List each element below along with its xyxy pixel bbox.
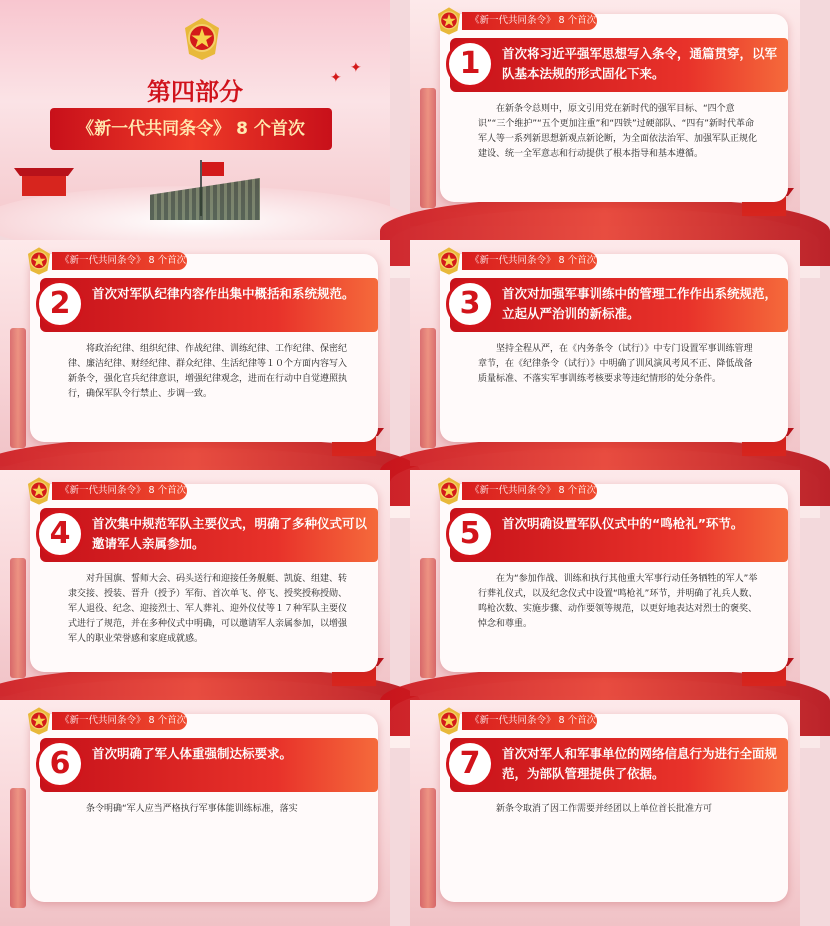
body-text: 在新条令总则中，原文引用党在新时代的强军目标、“四个意识”“三个维护”“五个更加注重”和“四铁”过硬部队、“四有”新时代革命军人等一系列新思想新观点新论断，为全面依法治军、加强军队正规化建设、统一全军意志和行动提供了根本指导和基本遵循。 [478, 104, 758, 159]
cover-title: 《新一代共同条令》 8 个首次 [50, 108, 332, 150]
troops-illustration [150, 178, 260, 220]
body-text: 将政治纪律、组织纪律、作战纪律、训练纪律、工作纪律、保密纪律、廉洁纪律、财经纪律、群众纪律、生活纪律等１０个方面内容写入新条令，强化官兵纪律意识，增强纪律观念，进而在行动中自觉遵照执行，确保军队令行禁止、步调一致。 [68, 344, 348, 399]
red-flag-icon [202, 162, 224, 176]
section-tag: 《新一代共同条令》 8 个首次 [52, 482, 187, 500]
item-number: 6 [36, 740, 84, 788]
headline-text: 首次明确了军人体重强制达标要求。 [92, 746, 293, 761]
headline-bar [450, 38, 788, 92]
dove-icon: ✦ [350, 60, 362, 76]
slide-3[interactable] [410, 240, 800, 466]
headline-text: 首次对加强军事训练中的管理工作作出系统规范，立起从严治训的新标准。 [502, 286, 778, 321]
slide-5[interactable] [410, 470, 800, 696]
slide-1[interactable] [410, 0, 800, 226]
slide-6[interactable] [0, 700, 390, 926]
headline-bar [450, 278, 788, 332]
body-text: 在为“参加作战、训练和执行其他重大军事行动任务牺牲的军人”举行葬礼仪式，以及纪念仪式中设置“鸣枪礼”环节，并明确了礼兵人数、鸣枪次数、实施步骤、动作要领等规范，以更好地表达对烈士的褒奖、悼念和尊重。 [478, 574, 758, 629]
headline-bar [40, 508, 378, 562]
item-number: 7 [446, 740, 494, 788]
section-tag: 《新一代共同条令》 8 个首次 [462, 712, 597, 730]
body-text: 对升国旗、誓师大会、码头送行和迎接任务舰艇、凯旋、组建、转隶交接、授装、晋升（授予）军衔、首次单飞、停飞、授奖授称授勋、军人退役、纪念、迎接烈士、军人葬礼、迎外仪仗等１７种军队主要仪式进行了规范，并在多种仪式中明确，可以邀请军人亲属参加，以增强军人的职业荣誉感和家庭成就感。 [68, 574, 348, 644]
slide-4[interactable] [0, 470, 390, 696]
item-number: 5 [446, 510, 494, 558]
huabiao-pillar-decoration [420, 328, 436, 448]
slide-7[interactable] [410, 700, 800, 926]
body-text: 条令明确“军人应当严格执行军事体能训练标准，落实 [86, 804, 298, 814]
huabiao-pillar-decoration [420, 88, 436, 208]
section-tag: 《新一代共同条令》 8 个首次 [462, 12, 597, 30]
section-tag: 《新一代共同条令》 8 个首次 [52, 712, 187, 730]
huabiao-pillar-decoration [420, 558, 436, 678]
slide-cover[interactable] [0, 0, 390, 226]
army-emblem-icon [26, 706, 52, 736]
army-emblem-icon [26, 476, 52, 506]
headline-bar [40, 278, 378, 332]
army-emblem-icon [436, 706, 462, 736]
huabiao-pillar-decoration [10, 558, 26, 678]
headline-bar [450, 738, 788, 792]
part-label: 第四部分 [147, 78, 243, 106]
headline-text: 首次将习近平强军思想写入条令，通篇贯穿，以军队基本法规的形式固化下来。 [502, 46, 778, 81]
headline-text: 首次明确设置军队仪式中的“鸣枪礼”环节。 [502, 516, 744, 531]
headline-text: 首次对军队纪律内容作出集中概括和系统规范。 [92, 286, 355, 301]
headline-text: 首次集中规范军队主要仪式，明确了多种仪式可以邀请军人亲属参加。 [92, 516, 368, 551]
army-emblem-icon [436, 476, 462, 506]
headline-text: 首次对军人和军事单位的网络信息行为进行全面规范，为部队管理提供了依据。 [502, 746, 778, 781]
item-number: 3 [446, 280, 494, 328]
item-number: 2 [36, 280, 84, 328]
section-tag: 《新一代共同条令》 8 个首次 [52, 252, 187, 270]
section-tag: 《新一代共同条令》 8 个首次 [462, 482, 597, 500]
army-emblem-icon [436, 6, 462, 36]
headline-bar [450, 508, 788, 562]
dove-icon: ✦ [330, 70, 342, 86]
section-tag: 《新一代共同条令》 8 个首次 [462, 252, 597, 270]
body-text: 坚持全程从严，在《内务条令（试行）》中专门设置军事训练管理章节，在《纪律条令（试行）》中明确了训风演风考风不正、降低战备质量标准、不落实军事训练考核要求等违纪情形的处分条件。 [478, 344, 753, 384]
body-text: 新条令取消了因工作需要并经团以上单位首长批准方可 [496, 804, 713, 814]
slide-2[interactable] [0, 240, 390, 466]
army-emblem-icon [436, 246, 462, 276]
army-emblem-icon [26, 246, 52, 276]
headline-bar [40, 738, 378, 792]
tiananmen-gate-icon [14, 168, 74, 196]
huabiao-pillar-decoration [420, 788, 436, 908]
item-number: 1 [446, 40, 494, 88]
item-number: 4 [36, 510, 84, 558]
huabiao-pillar-decoration [10, 328, 26, 448]
army-emblem-icon [182, 16, 222, 62]
huabiao-pillar-decoration [10, 788, 26, 908]
